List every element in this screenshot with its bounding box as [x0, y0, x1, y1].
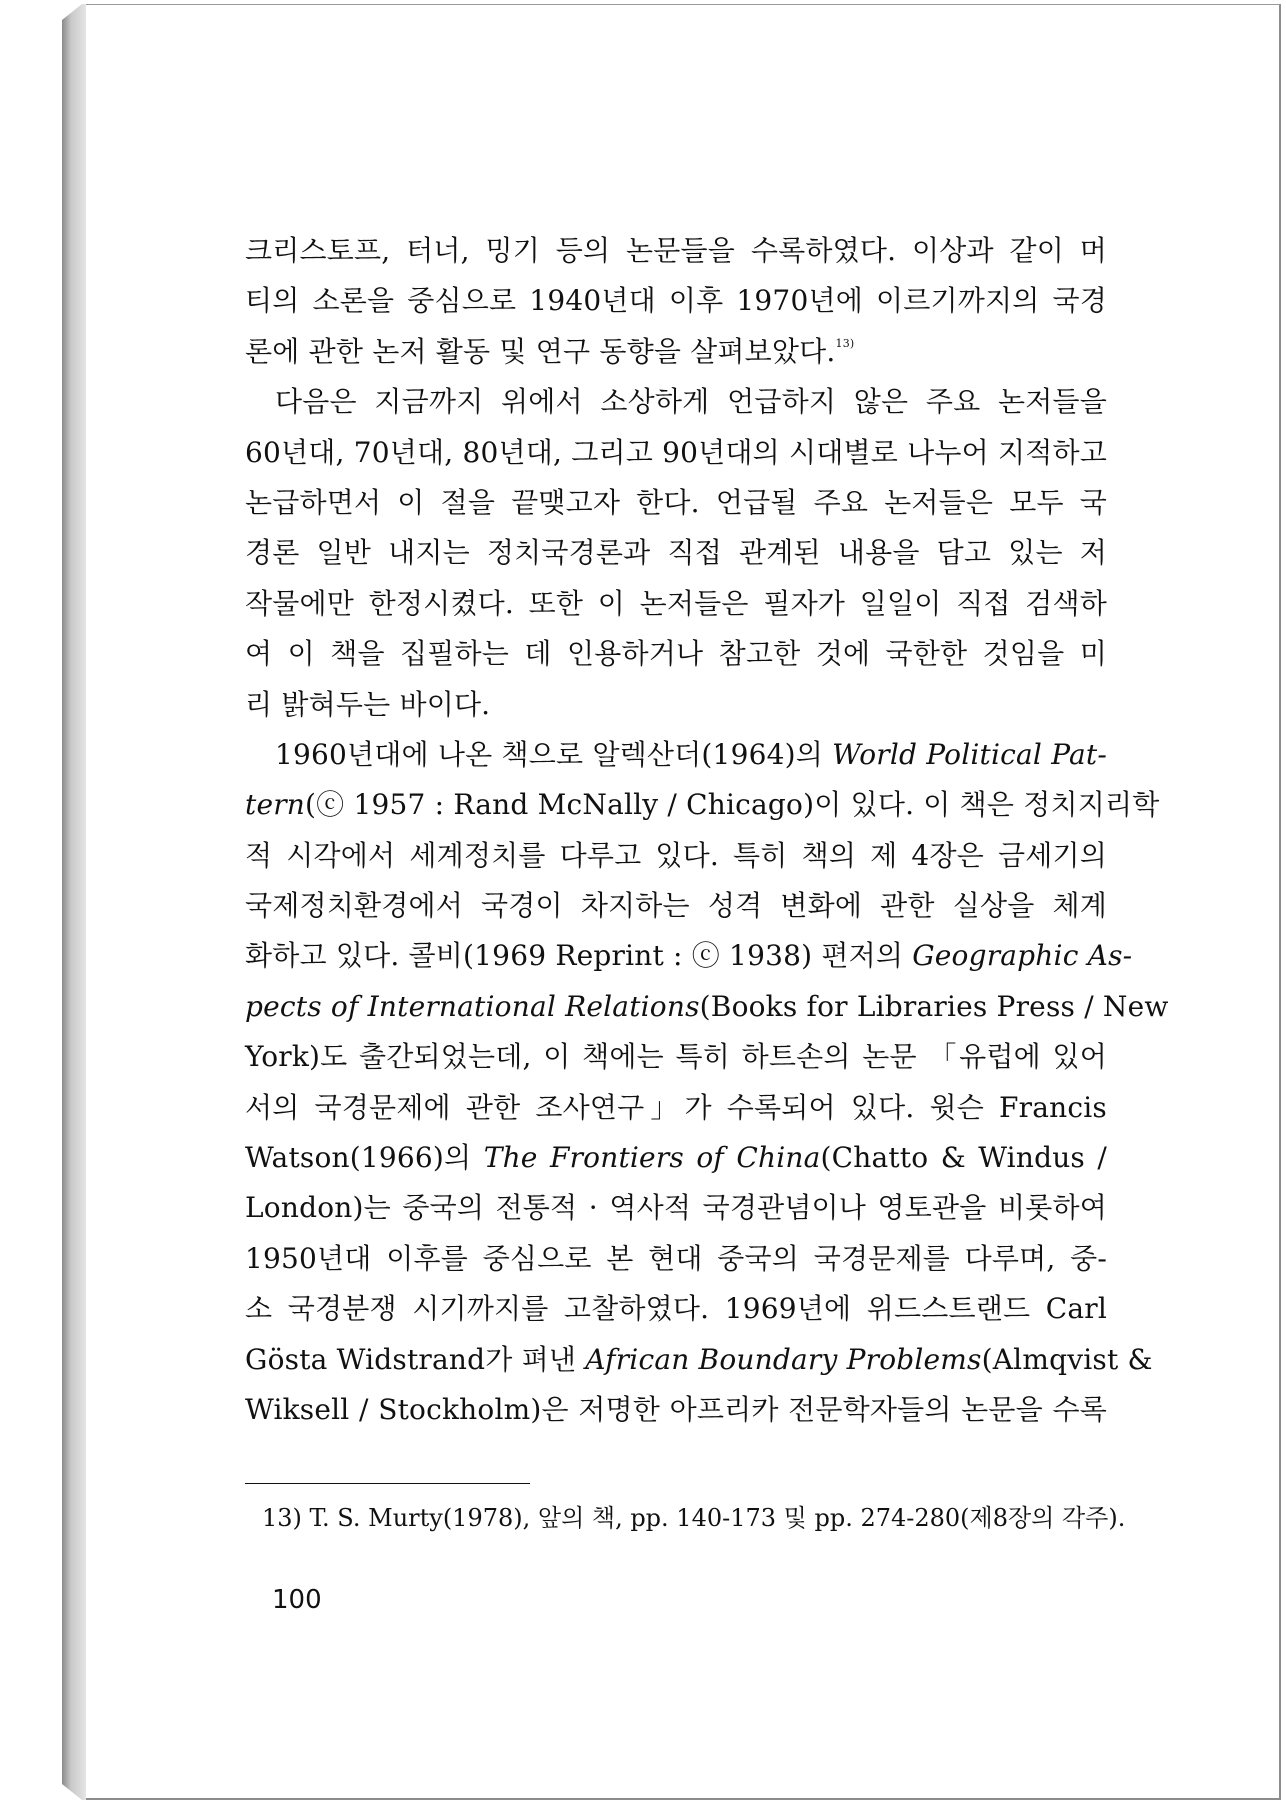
text-run: 소 국경분쟁 시기까지를 고찰하였다. 1969년에 위드스트랜드 Carl	[245, 1292, 1107, 1326]
text-line	[245, 931, 1133, 981]
text-line	[245, 1183, 1107, 1233]
text-run: 논급하면서 이 절을 끝맺고자 한다. 언급될 주요 논저들은 모두 국	[245, 485, 1107, 519]
text-line	[245, 1385, 1107, 1435]
text-run: 적 시각에서 세계정치를 다루고 있다. 특히 책의 제 4장은 금세기의	[245, 838, 1107, 872]
text-line	[245, 377, 1107, 427]
text-run: 1950년대 이후를 중심으로 본 현대 중국의 국경문제를 다루며, 중-	[245, 1241, 1107, 1275]
text-line	[245, 1032, 1107, 1082]
text-run: 티의 소론을 중심으로 1940년대 이후 1970년에 이르기까지의 국경	[245, 284, 1107, 318]
footnote: 13) T. S. Murty(1978), 앞의 책, pp. 140-173 및 pp. 274-280(제8장의 각주).	[262, 1504, 1126, 1532]
text-run: 60년대, 70년대, 80년대, 그리고 90년대의 시대별로 나누어 지적하고	[245, 435, 1107, 469]
text-run: 여 이 책을 집필하는 데 인용하거나 참고한 것에 국한한 것임을 미	[245, 637, 1107, 671]
text-line	[245, 1284, 1107, 1334]
italic-title: African Boundary Problems	[585, 1342, 982, 1376]
footnote-marker: 13)	[835, 336, 855, 350]
page-number: 100	[272, 1585, 322, 1615]
text-line	[245, 428, 1107, 478]
text-run: 작물에만 한정시켰다. 또한 이 논저들은 필자가 일일이 직접 검색하	[245, 586, 1107, 620]
page-edge	[62, 4, 88, 1800]
text-run: Wiksell / Stockholm)은 저명한 아프리카 전문학자들의 논문을 수록	[245, 1392, 1107, 1426]
text-run: London)는 중국의 전통적 · 역사적 국경관념이나 영토관을 비롯하여	[245, 1191, 1107, 1225]
italic-title: tern	[245, 788, 306, 822]
text-line	[245, 327, 1107, 377]
body-text	[245, 226, 1169, 1435]
text-run: Gösta Widstrand가 펴낸	[245, 1342, 586, 1376]
text-run: 다음은 지금까지 위에서 소상하게 언급하지 않은 주요 논저들을	[275, 385, 1107, 419]
italic-title: The Frontiers of China	[483, 1141, 821, 1175]
text-line	[245, 276, 1107, 326]
text-run: (Almqvist &	[981, 1342, 1153, 1376]
text-run: York)도 출간되었는데, 이 책에는 특히 하트손의 논문 「유럽에 있어	[245, 1040, 1107, 1074]
text-line	[245, 1234, 1107, 1284]
text-run: 경론 일반 내지는 정치국경론과 직접 관계된 내용을 담고 있는 저	[245, 536, 1107, 570]
italic-title: Geographic As-	[912, 939, 1133, 973]
text-line	[245, 730, 1107, 780]
text-line	[245, 1083, 1107, 1133]
text-run: 1960년대에 나온 책으로 알렉산더(1964)의	[275, 737, 833, 771]
text-run: (Chatto & Windus /	[820, 1141, 1107, 1175]
text-run: 크리스토프, 터너, 밍기 등의 논문들을 수록하였다. 이상과 같이 머	[245, 234, 1107, 267]
text-line	[245, 629, 1107, 679]
text-run: 국제정치환경에서 국경이 차지하는 성격 변화에 관한 실상을 체계	[245, 889, 1107, 923]
text-run: (ⓒ 1957 : Rand McNally / Chicago)이 있다. 이 책은 정치지리학	[305, 788, 1160, 822]
italic-title: pects of International Relations	[245, 989, 700, 1023]
text-line	[245, 478, 1107, 528]
text-line	[245, 528, 1107, 578]
text-line	[245, 1133, 1107, 1183]
text-line	[245, 780, 1160, 830]
text-line	[245, 831, 1107, 881]
text-line	[245, 680, 1107, 730]
italic-title: World Political Pat-	[832, 737, 1107, 771]
text-line	[245, 579, 1107, 629]
text-line	[245, 982, 1169, 1032]
text-run: (Books for Libraries Press / New	[699, 989, 1169, 1023]
text-run: 서의 국경문제에 관한 조사연구」가 수록되어 있다. 윗슨 Francis	[245, 1090, 1107, 1124]
text-run: 리 밝혀두는 바이다.	[245, 687, 491, 721]
text-line	[245, 226, 1107, 276]
text-run: 화하고 있다. 콜비(1969 Reprint : ⓒ 1938) 편저의	[245, 939, 913, 973]
text-line	[245, 1335, 1153, 1385]
text-run: 론에 관한 논저 활동 및 연구 동향을 살펴보았다.	[245, 334, 836, 368]
footnote-rule	[245, 1483, 530, 1484]
text-line	[245, 881, 1107, 931]
text-run: Watson(1966)의	[245, 1141, 484, 1175]
